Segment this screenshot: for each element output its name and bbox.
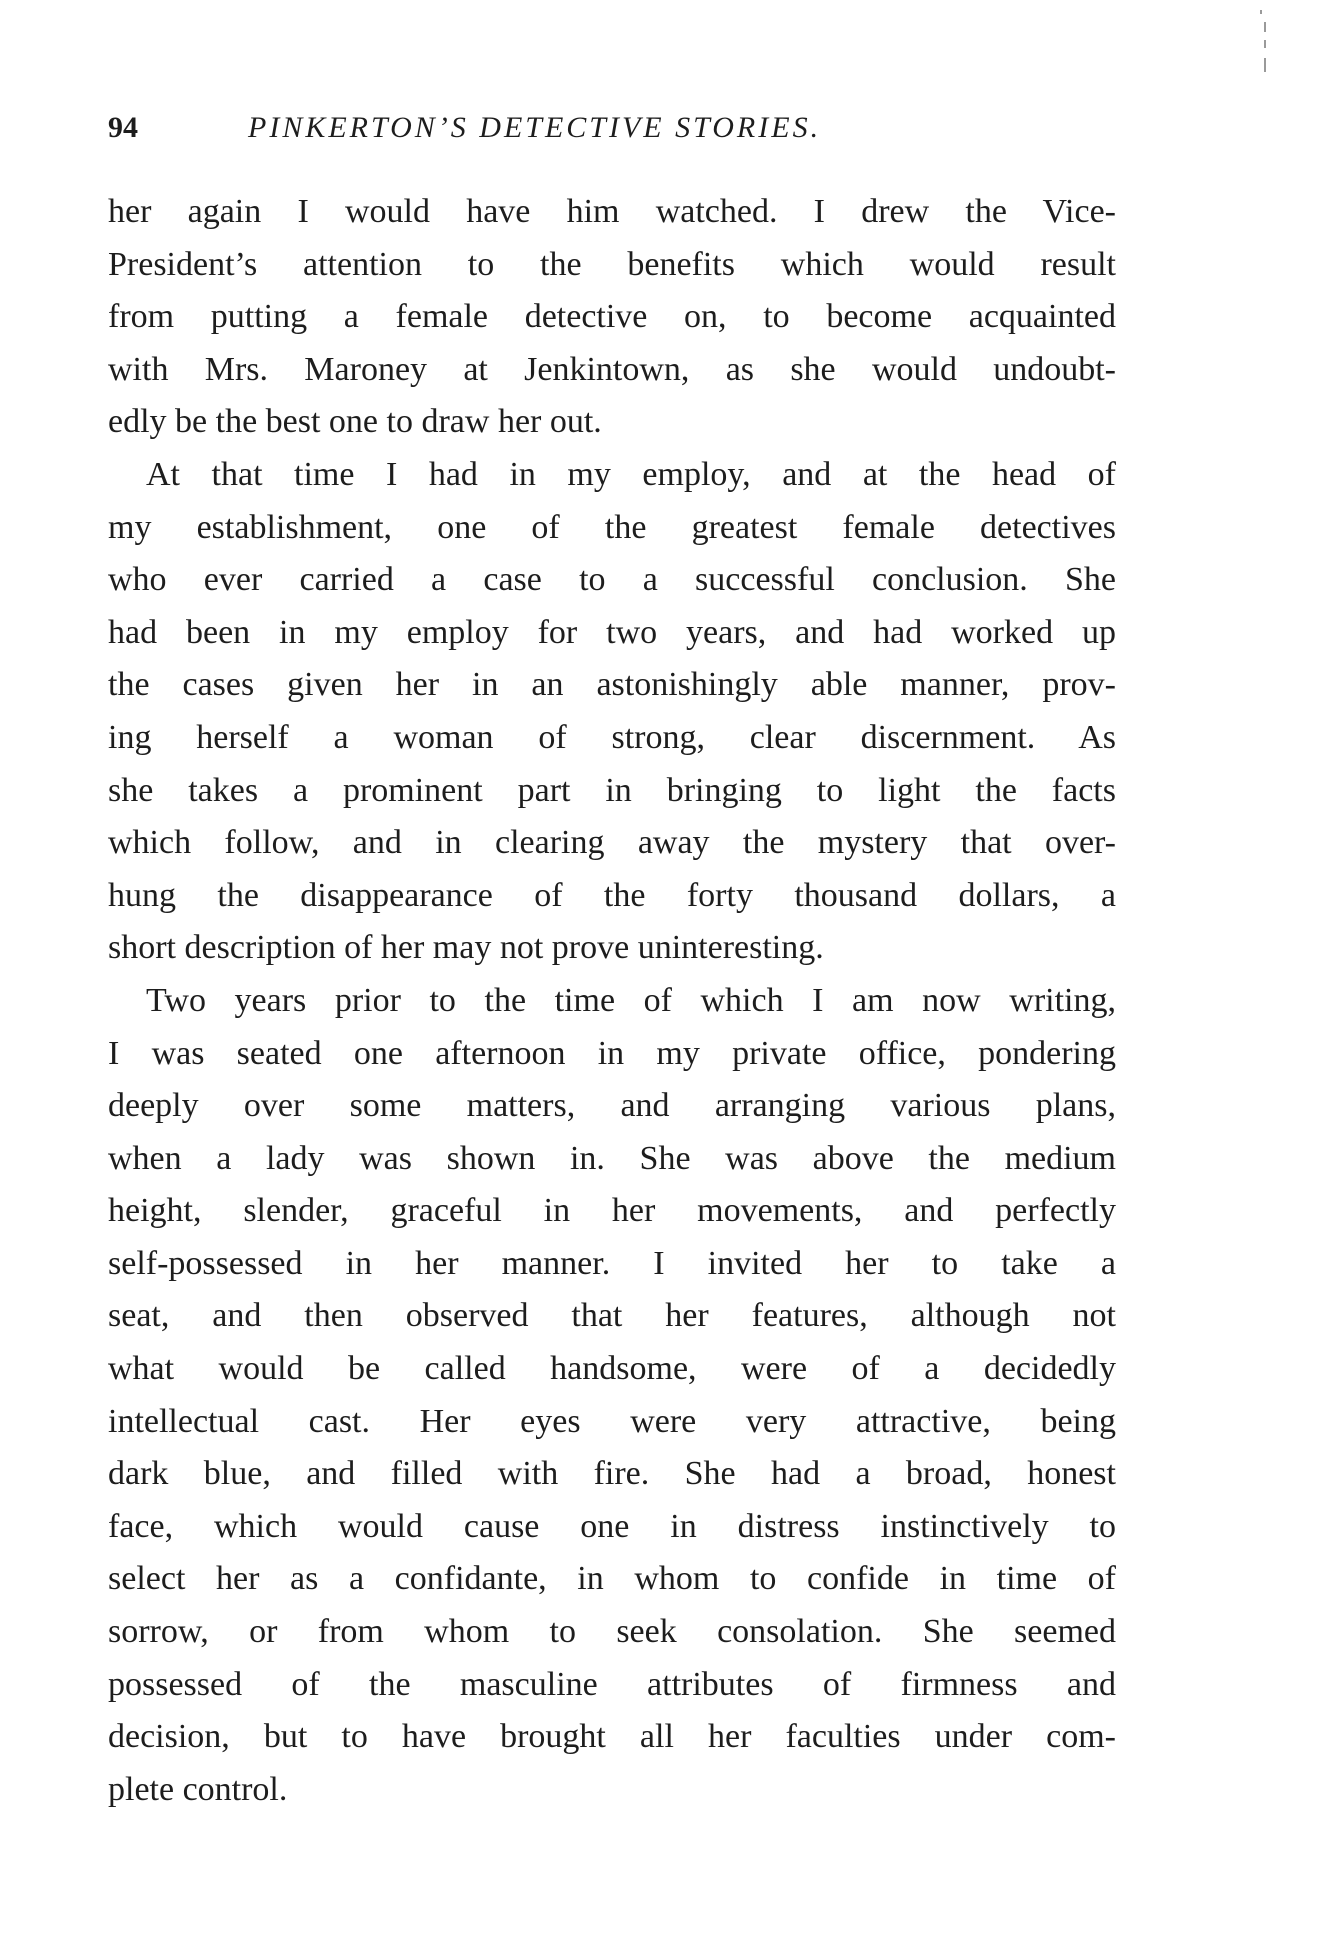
text-line: her again I would have him watched. I drew the Vice- (108, 193, 1116, 230)
text-line: when a lady was shown in. She was above the medium (108, 1139, 1116, 1177)
text-line: with Mrs. Maroney at Jenkintown, as she would undoubt- (108, 350, 1116, 388)
text-line: dark blue, and filled with fire. She had a broad, honest (108, 1455, 1116, 1493)
text-line: select her as a confidante, in whom to confide in time of (108, 1560, 1116, 1598)
text-line: sorrow, or from whom to seek consolation. She seemed (108, 1613, 1116, 1651)
text-line: plete control. (108, 1770, 288, 1808)
text-line: decision, but to have brought all her faculties under com- (108, 1718, 1116, 1756)
text-line: possessed of the masculine attributes of firmness and (108, 1665, 1116, 1703)
text-line: self-possessed in her manner. I invited her to take a (108, 1244, 1116, 1282)
text-line: ing herself a woman of strong, clear discernment. As (108, 718, 1116, 756)
text-line: seat, and then observed that her features, although not (108, 1297, 1116, 1335)
text-line: I was seated one afternoon in my private office, pondering (108, 1034, 1116, 1072)
text-line: face, which would cause one in distress instinctively to (108, 1507, 1116, 1545)
text-line: she takes a prominent part in bringing to light the facts (108, 771, 1116, 809)
text-line: hung the disappearance of the forty thousand dollars, a (108, 876, 1116, 914)
running-head (108, 108, 1008, 148)
running-title: PINKERTON’S DETECTIVE STORIES. (248, 111, 822, 144)
text-line: height, slender, graceful in her movements, and perfectly (108, 1192, 1116, 1230)
text-line: from putting a female detective on, to become acquainted (108, 298, 1116, 336)
text-line: short description of her may not prove uninteresting. (108, 929, 824, 967)
text-line: edly be the best one to draw her out. (108, 403, 602, 441)
text-line: Two years prior to the time of which I am now writing, (146, 981, 1116, 1019)
scan-edge-marks (1258, 0, 1268, 100)
text-line: had been in my employ for two years, and had worked up (108, 613, 1116, 651)
text-line: what would be called handsome, were of a decidedly (108, 1350, 1116, 1388)
paragraph-2 (108, 449, 1116, 975)
page-number: 94 (108, 111, 138, 144)
text-line: President’s attention to the benefits which would result (108, 245, 1116, 283)
paragraph-1 (108, 186, 1116, 449)
paragraph-3 (108, 975, 1116, 1817)
text-line: which follow, and in clearing away the mystery that over- (108, 824, 1116, 862)
text-line: my establishment, one of the greatest female detectives (108, 508, 1116, 546)
text-line: who ever carried a case to a successful conclusion. She (108, 561, 1116, 599)
text-line: At that time I had in my employ, and at the head of (146, 455, 1116, 493)
text-line: intellectual cast. Her eyes were very attractive, being (108, 1402, 1116, 1440)
text-line: the cases given her in an astonishingly able manner, prov- (108, 666, 1116, 704)
text-line: deeply over some matters, and arranging various plans, (108, 1087, 1116, 1125)
body-text (108, 186, 1116, 1816)
